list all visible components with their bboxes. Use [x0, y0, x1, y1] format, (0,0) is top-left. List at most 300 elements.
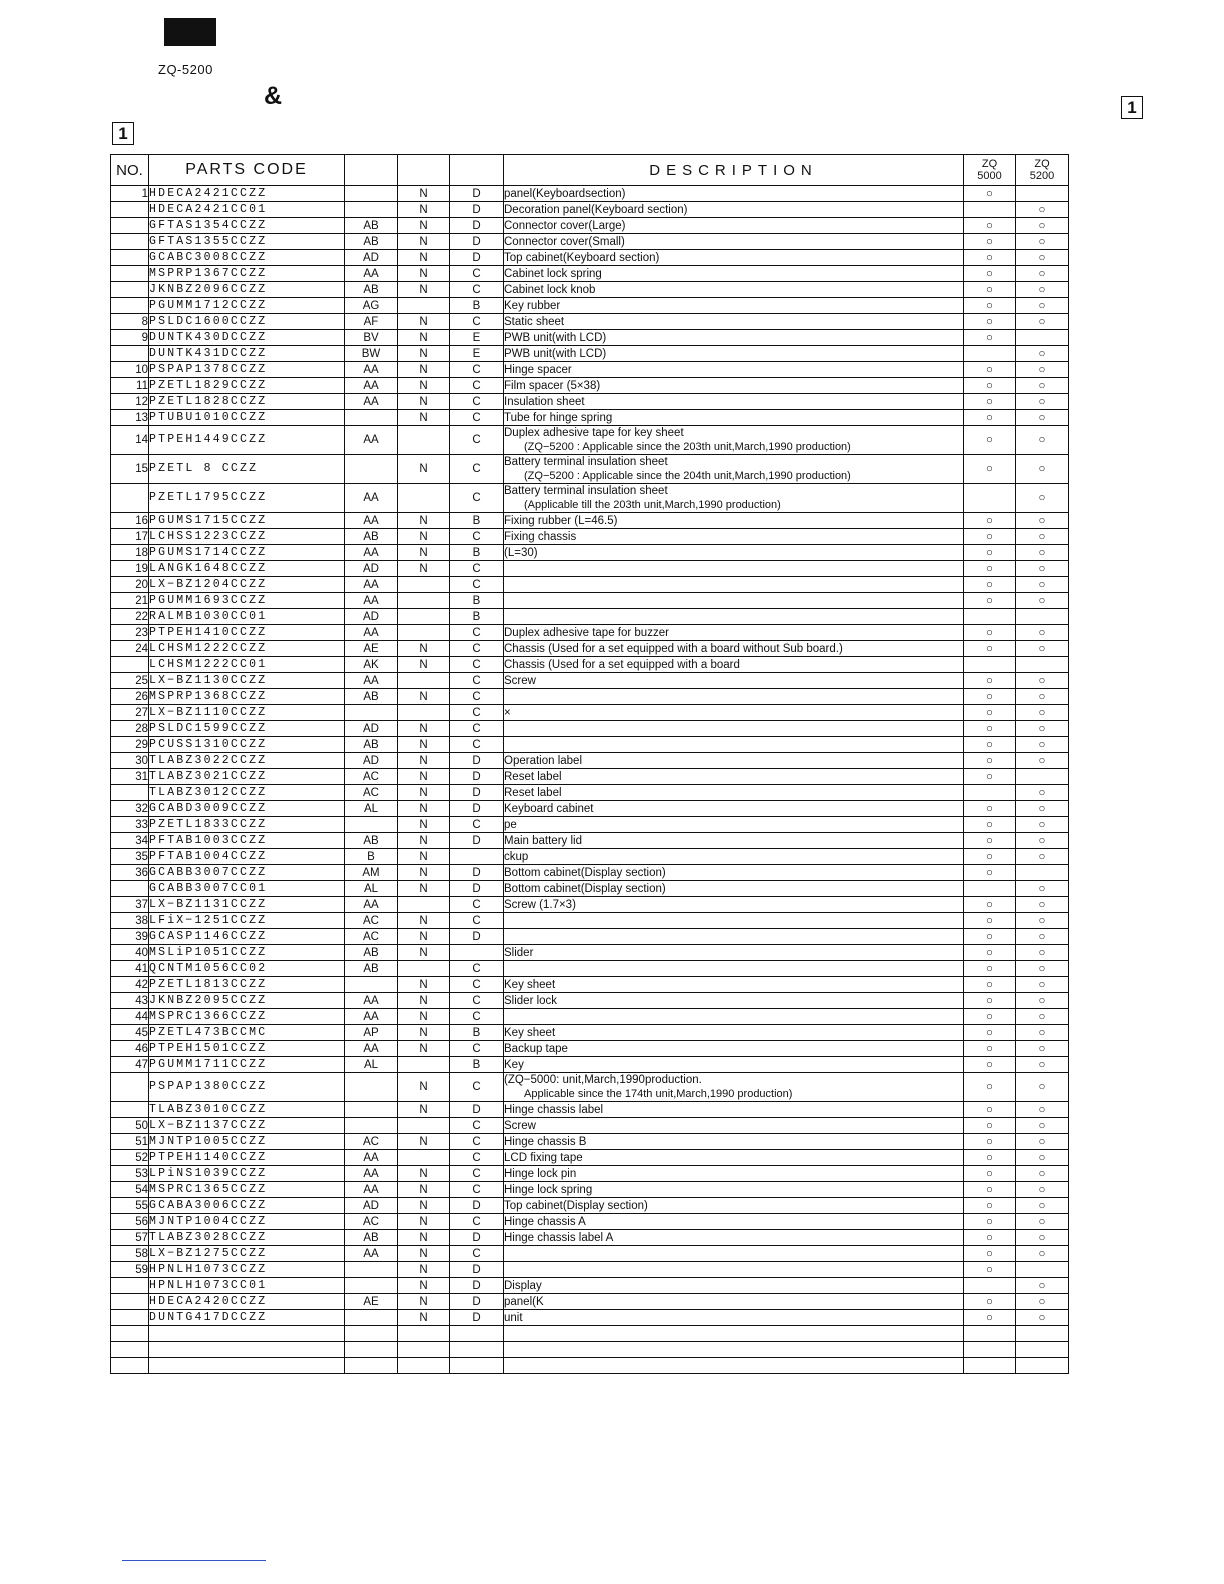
new-mark: N — [398, 817, 450, 833]
part-rank: C — [450, 577, 504, 593]
description — [504, 801, 964, 817]
description-line: Chassis (Used for a set equipped with a board — [504, 658, 740, 671]
zq5000-mark: ○ — [964, 801, 1016, 817]
part-rank: B — [450, 1025, 504, 1041]
description-line: Fixing chassis — [504, 530, 577, 543]
description-line: Cabinet lock spring — [504, 267, 602, 280]
description-line: (L=30) — [504, 546, 538, 559]
new-mark: N — [398, 394, 450, 410]
zq5000-mark: ○ — [964, 513, 1016, 529]
zq5000-mark: ○ — [964, 1294, 1016, 1310]
parts-code: QCNTM1056CC02 — [149, 961, 345, 977]
zq5200-mark: ○ — [1016, 1310, 1069, 1326]
zq5000-mark: ○ — [964, 1134, 1016, 1150]
header-zq5200 — [1016, 155, 1069, 186]
zq5200-mark: ○ — [1016, 1150, 1069, 1166]
black-header-block — [164, 18, 216, 46]
table-row — [111, 593, 1069, 609]
zq5200-mark: ○ — [1016, 817, 1069, 833]
description-line: pe — [504, 818, 517, 831]
zq5000-mark: ○ — [964, 817, 1016, 833]
zq5000-mark: ○ — [964, 1230, 1016, 1246]
zq5200-mark: ○ — [1016, 282, 1069, 298]
new-mark: N — [398, 1025, 450, 1041]
empty-cell — [450, 1342, 504, 1358]
parts-code: PTPEH1449CCZZ — [149, 426, 345, 455]
part-rank: C — [450, 410, 504, 426]
table-row — [111, 753, 1069, 769]
new-mark: N — [398, 833, 450, 849]
new-mark — [398, 298, 450, 314]
empty-cell — [149, 1358, 345, 1374]
description-line: Main battery lid — [504, 834, 582, 847]
zq5200-mark: ○ — [1016, 1057, 1069, 1073]
new-mark: N — [398, 769, 450, 785]
new-mark: N — [398, 513, 450, 529]
description-line: Chassis (Used for a set equipped with a board without Sub board.) — [504, 642, 843, 655]
row-number: 41 — [111, 961, 149, 977]
part-rank: D — [450, 218, 504, 234]
description-line: Hinge chassis label A — [504, 1231, 614, 1244]
row-number — [111, 298, 149, 314]
table-row — [111, 314, 1069, 330]
part-rank: C — [450, 1118, 504, 1134]
table-row — [111, 426, 1069, 455]
description — [504, 330, 964, 346]
description-line: Decoration panel(Keyboard section) — [504, 203, 688, 216]
part-rank: C — [450, 1134, 504, 1150]
new-mark — [398, 705, 450, 721]
zq5000-mark: ○ — [964, 849, 1016, 865]
price-rank: AA — [345, 593, 398, 609]
parts-code: RALMB1030CC01 — [149, 609, 345, 625]
header-zq5000-top: ZQ — [981, 158, 998, 170]
row-number: 24 — [111, 641, 149, 657]
price-rank: AD — [345, 609, 398, 625]
price-rank: AD — [345, 250, 398, 266]
zq5000-mark: ○ — [964, 689, 1016, 705]
description — [504, 705, 964, 721]
zq5000-mark: ○ — [964, 455, 1016, 484]
zq5200-mark: ○ — [1016, 346, 1069, 362]
header-new-mark — [398, 155, 450, 186]
description — [504, 657, 964, 673]
new-mark: N — [398, 330, 450, 346]
row-number: 17 — [111, 529, 149, 545]
price-rank: AE — [345, 1294, 398, 1310]
table-row — [111, 689, 1069, 705]
price-rank — [345, 410, 398, 426]
row-number: 54 — [111, 1182, 149, 1198]
row-number: 30 — [111, 753, 149, 769]
price-rank: AA — [345, 378, 398, 394]
empty-cell — [504, 1342, 964, 1358]
part-rank: B — [450, 513, 504, 529]
description-line: Insulation sheet — [504, 395, 585, 408]
new-mark: N — [398, 881, 450, 897]
zq5200-mark: ○ — [1016, 801, 1069, 817]
zq5200-mark: ○ — [1016, 561, 1069, 577]
table-row — [111, 545, 1069, 561]
description-line: Connector cover(Large) — [504, 219, 626, 232]
row-number: 19 — [111, 561, 149, 577]
price-rank — [345, 1102, 398, 1118]
price-rank: AA — [345, 426, 398, 455]
price-rank: AB — [345, 961, 398, 977]
table-row — [111, 513, 1069, 529]
description-line: Hinge chassis B — [504, 1135, 587, 1148]
description — [504, 609, 964, 625]
row-number: 32 — [111, 801, 149, 817]
section-box-number-right: 1 — [1121, 96, 1143, 119]
row-number: 11 — [111, 378, 149, 394]
header-description: DESCRIPTION — [504, 155, 964, 186]
part-rank: C — [450, 378, 504, 394]
part-rank: D — [450, 753, 504, 769]
price-rank: AC — [345, 929, 398, 945]
part-rank: C — [450, 1214, 504, 1230]
header-part-rank — [450, 155, 504, 186]
zq5200-mark: ○ — [1016, 1166, 1069, 1182]
zq5000-mark: ○ — [964, 1246, 1016, 1262]
parts-code: PZETL 8 CCZZ — [149, 455, 345, 484]
new-mark — [398, 1057, 450, 1073]
part-rank: E — [450, 330, 504, 346]
new-mark: N — [398, 202, 450, 218]
row-number: 29 — [111, 737, 149, 753]
new-mark: N — [398, 737, 450, 753]
parts-code: MJNTP1004CCZZ — [149, 1214, 345, 1230]
table-row — [111, 1262, 1069, 1278]
parts-code: GCABD3009CCZZ — [149, 801, 345, 817]
zq5200-mark: ○ — [1016, 737, 1069, 753]
new-mark: N — [398, 1310, 450, 1326]
description — [504, 282, 964, 298]
row-number: 18 — [111, 545, 149, 561]
description — [504, 1118, 964, 1134]
table-row — [111, 202, 1069, 218]
description-line: Battery terminal insulation sheet — [504, 485, 668, 497]
price-rank: AA — [345, 577, 398, 593]
empty-cell — [345, 1358, 398, 1374]
price-rank — [345, 186, 398, 202]
part-rank: C — [450, 657, 504, 673]
part-rank: B — [450, 593, 504, 609]
new-mark: N — [398, 234, 450, 250]
parts-code: GFTAS1354CCZZ — [149, 218, 345, 234]
zq5200-mark: ○ — [1016, 1118, 1069, 1134]
price-rank: AC — [345, 769, 398, 785]
empty-cell — [964, 1342, 1016, 1358]
zq5000-mark: ○ — [964, 234, 1016, 250]
zq5200-mark: ○ — [1016, 1182, 1069, 1198]
zq5200-mark: ○ — [1016, 897, 1069, 913]
zq5200-mark: ○ — [1016, 250, 1069, 266]
new-mark: N — [398, 1294, 450, 1310]
description — [504, 346, 964, 362]
zq5200-mark — [1016, 865, 1069, 881]
zq5000-mark: ○ — [964, 593, 1016, 609]
zq5000-mark — [964, 202, 1016, 218]
description — [504, 961, 964, 977]
parts-code: PTUBU1010CCZZ — [149, 410, 345, 426]
zq5000-mark: ○ — [964, 186, 1016, 202]
description — [504, 455, 964, 484]
table-row — [111, 737, 1069, 753]
description — [504, 865, 964, 881]
table-row — [111, 609, 1069, 625]
description — [504, 234, 964, 250]
price-rank: AD — [345, 721, 398, 737]
empty-cell — [964, 1326, 1016, 1342]
parts-code: PFTAB1004CCZZ — [149, 849, 345, 865]
zq5200-mark: ○ — [1016, 689, 1069, 705]
table-row — [111, 455, 1069, 484]
parts-code: PSLDC1599CCZZ — [149, 721, 345, 737]
description — [504, 410, 964, 426]
price-rank: AA — [345, 1009, 398, 1025]
part-rank: B — [450, 1057, 504, 1073]
row-number: 20 — [111, 577, 149, 593]
zq5200-mark: ○ — [1016, 394, 1069, 410]
table-row — [111, 1214, 1069, 1230]
table-row — [111, 849, 1069, 865]
parts-code: PTPEH1501CCZZ — [149, 1041, 345, 1057]
row-number: 43 — [111, 993, 149, 1009]
parts-list-table — [110, 154, 1069, 1374]
description — [504, 529, 964, 545]
price-rank: AA — [345, 513, 398, 529]
new-mark — [398, 577, 450, 593]
part-rank — [450, 945, 504, 961]
description-line: Backup tape — [504, 1042, 568, 1055]
table-row — [111, 186, 1069, 202]
description-line: Hinge lock spring — [504, 1183, 593, 1196]
description-line: Key sheet — [504, 1026, 556, 1039]
header-zq5000-model: 5000 — [977, 170, 1002, 182]
zq5000-mark: ○ — [964, 1214, 1016, 1230]
part-rank: C — [450, 426, 504, 455]
parts-code: PZETL1828CCZZ — [149, 394, 345, 410]
part-rank — [450, 849, 504, 865]
row-number: 26 — [111, 689, 149, 705]
row-number — [111, 346, 149, 362]
description — [504, 545, 964, 561]
new-mark: N — [398, 945, 450, 961]
row-number — [111, 657, 149, 673]
table-row — [111, 298, 1069, 314]
part-rank: C — [450, 314, 504, 330]
parts-code: JKNBZ2096CCZZ — [149, 282, 345, 298]
description — [504, 1214, 964, 1230]
row-number: 37 — [111, 897, 149, 913]
table-row — [111, 330, 1069, 346]
zq5000-mark: ○ — [964, 705, 1016, 721]
table-row — [111, 1310, 1069, 1326]
price-rank: AD — [345, 561, 398, 577]
price-rank — [345, 817, 398, 833]
table-row — [111, 561, 1069, 577]
table-row — [111, 1118, 1069, 1134]
table-row — [111, 945, 1069, 961]
table-row — [111, 410, 1069, 426]
zq5200-mark: ○ — [1016, 1294, 1069, 1310]
row-number: 55 — [111, 1198, 149, 1214]
price-rank: AA — [345, 1150, 398, 1166]
description — [504, 1041, 964, 1057]
part-rank: C — [450, 1041, 504, 1057]
price-rank: B — [345, 849, 398, 865]
zq5200-mark — [1016, 657, 1069, 673]
zq5200-mark: ○ — [1016, 484, 1069, 513]
empty-cell — [1016, 1342, 1069, 1358]
description — [504, 769, 964, 785]
zq5200-mark: ○ — [1016, 577, 1069, 593]
part-rank: D — [450, 769, 504, 785]
zq5200-mark: ○ — [1016, 545, 1069, 561]
header-zq5000 — [964, 155, 1016, 186]
zq5200-mark: ○ — [1016, 1214, 1069, 1230]
table-row — [111, 484, 1069, 513]
parts-code: LCHSS1223CCZZ — [149, 529, 345, 545]
description — [504, 977, 964, 993]
row-number: 12 — [111, 394, 149, 410]
new-mark: N — [398, 689, 450, 705]
row-number — [111, 1102, 149, 1118]
part-rank: C — [450, 362, 504, 378]
new-mark: N — [398, 378, 450, 394]
table-header-row — [111, 155, 1069, 186]
row-number: 15 — [111, 455, 149, 484]
table-row — [111, 1182, 1069, 1198]
description-line: Bottom cabinet(Display section) — [504, 882, 666, 895]
part-rank: D — [450, 881, 504, 897]
table-row — [111, 641, 1069, 657]
price-rank: AE — [345, 641, 398, 657]
new-mark — [398, 484, 450, 513]
new-mark: N — [398, 282, 450, 298]
part-rank: D — [450, 801, 504, 817]
parts-code: PZETL1833CCZZ — [149, 817, 345, 833]
row-number — [111, 266, 149, 282]
zq5000-mark: ○ — [964, 1166, 1016, 1182]
description-line: Reset label — [504, 770, 562, 783]
empty-cell — [111, 1358, 149, 1374]
row-number: 10 — [111, 362, 149, 378]
price-rank: AA — [345, 266, 398, 282]
zq5200-mark: ○ — [1016, 1041, 1069, 1057]
row-number: 53 — [111, 1166, 149, 1182]
table-row — [111, 705, 1069, 721]
description — [504, 362, 964, 378]
parts-code: GCABB3007CCZZ — [149, 865, 345, 881]
parts-code: PGUMS1714CCZZ — [149, 545, 345, 561]
new-mark: N — [398, 1073, 450, 1102]
table-row — [111, 657, 1069, 673]
description-line: Display — [504, 1279, 542, 1292]
part-rank: D — [450, 1230, 504, 1246]
table-row — [111, 977, 1069, 993]
parts-code: LX−BZ1110CCZZ — [149, 705, 345, 721]
description-line: Cabinet lock knob — [504, 283, 596, 296]
part-rank: C — [450, 817, 504, 833]
description-line: ckup — [504, 850, 529, 863]
parts-code: LX−BZ1131CCZZ — [149, 897, 345, 913]
new-mark: N — [398, 1134, 450, 1150]
parts-code: MSPRP1367CCZZ — [149, 266, 345, 282]
row-number: 38 — [111, 913, 149, 929]
zq5000-mark — [964, 609, 1016, 625]
table-row — [111, 1198, 1069, 1214]
price-rank — [345, 455, 398, 484]
price-rank — [345, 1073, 398, 1102]
zq5200-mark: ○ — [1016, 977, 1069, 993]
description-line: LCD fixing tape — [504, 1151, 583, 1164]
description — [504, 513, 964, 529]
new-mark: N — [398, 977, 450, 993]
table-row — [111, 881, 1069, 897]
row-number — [111, 202, 149, 218]
part-rank: D — [450, 1102, 504, 1118]
description-note: (ZQ−5200 : Applicable since the 203th unit,March,1990 production) — [524, 441, 851, 453]
new-mark: N — [398, 1182, 450, 1198]
zq5000-mark — [964, 1278, 1016, 1294]
table-row — [111, 785, 1069, 801]
zq5000-mark: ○ — [964, 769, 1016, 785]
part-rank: D — [450, 186, 504, 202]
zq5000-mark: ○ — [964, 545, 1016, 561]
zq5200-mark: ○ — [1016, 721, 1069, 737]
row-number — [111, 1294, 149, 1310]
parts-code: TLABZ3010CCZZ — [149, 1102, 345, 1118]
zq5000-mark: ○ — [964, 1118, 1016, 1134]
description — [504, 426, 964, 455]
part-rank: C — [450, 394, 504, 410]
price-rank — [345, 705, 398, 721]
description — [504, 484, 964, 513]
part-rank: D — [450, 1278, 504, 1294]
parts-code: MSPRP1368CCZZ — [149, 689, 345, 705]
table-row — [111, 346, 1069, 362]
row-number: 31 — [111, 769, 149, 785]
empty-cell — [450, 1358, 504, 1374]
empty-cell — [398, 1326, 450, 1342]
zq5000-mark: ○ — [964, 737, 1016, 753]
zq5200-mark: ○ — [1016, 913, 1069, 929]
parts-code: LCHSM1222CCZZ — [149, 641, 345, 657]
zq5000-mark: ○ — [964, 410, 1016, 426]
zq5000-mark: ○ — [964, 945, 1016, 961]
row-number: 36 — [111, 865, 149, 881]
price-rank: AA — [345, 993, 398, 1009]
description-line: panel(Keyboardsection) — [504, 187, 626, 200]
parts-code: PSPAP1378CCZZ — [149, 362, 345, 378]
parts-code: LX−BZ1130CCZZ — [149, 673, 345, 689]
new-mark: N — [398, 785, 450, 801]
description-line: panel(K — [504, 1295, 544, 1308]
price-rank: AB — [345, 529, 398, 545]
price-rank: AL — [345, 801, 398, 817]
part-rank: D — [450, 234, 504, 250]
zq5000-mark: ○ — [964, 1310, 1016, 1326]
price-rank: AA — [345, 673, 398, 689]
parts-code: DUNTG417DCCZZ — [149, 1310, 345, 1326]
part-rank: D — [450, 833, 504, 849]
zq5200-mark: ○ — [1016, 378, 1069, 394]
row-number: 23 — [111, 625, 149, 641]
description — [504, 689, 964, 705]
parts-code: JKNBZ2095CCZZ — [149, 993, 345, 1009]
